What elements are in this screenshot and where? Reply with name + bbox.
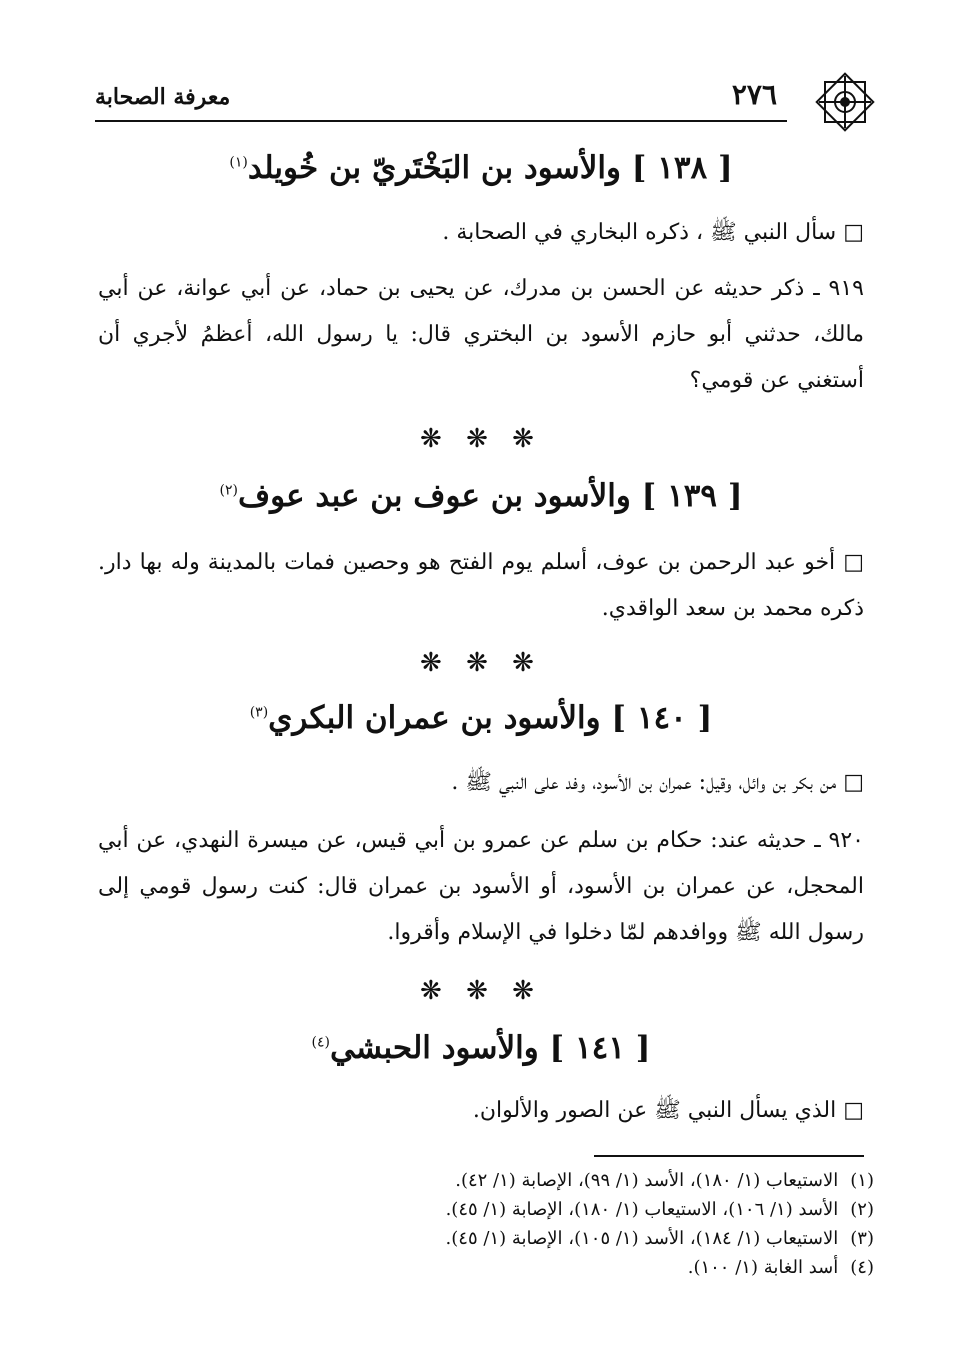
footnote-rule [594,1155,864,1157]
entry-140-summary: □ من بكر بن وائل، وقيل: عمران بن الأسود، وفد على النبي ﷺ . [451,770,864,795]
entry-141 [98,1030,864,1066]
entry-141-summary: □ الذي يسأل النبي ﷺ عن الصور والألوان. [472,1098,864,1123]
page-number: ٢٧٦ [731,78,777,111]
entry-139 [98,478,864,514]
entry-139-summary: □ أخو عبد الرحمن بن عوف، أسلم يوم الفتح هو وحصين فمات بالمدينة وله بها دار. ذكره محمد بن سعد الواقدي. [98,550,864,621]
footnote-ref: (٣) [249,704,269,721]
running-head: معرفة الصحابة [95,84,231,110]
footnote: (١)الاستيعاب (١/ ١٨٠)، الأسد (١/ ٩٩)، الإصابة (١/ ٤٢). [455,1170,874,1191]
footnote-ref: (١) [229,154,248,171]
footnote-ref: (٤) [311,1034,330,1051]
section-separator: ❋ ❋ ❋ [420,648,542,678]
footnote: (٤)أسد الغابة (١/ ١٠٠). [687,1257,874,1278]
footnote: (٣)الاستيعاب (١/ ١٨٤)، الأسد (١/ ١٠٥)، الإصابة (١/ ٤٥). [445,1228,874,1249]
hadith-920: ٩٢٠ ـ حديثه عند: حكام بن سلم عن عمرو بن أبي قيس، عن ميسرة النهدي، عن أبي المحجل، عن عمران بن الأسود، أو الأسود بن عمران قال: كنت رسول قومي إلى رسول الله ﷺ ووافدهم لمّا دخلوا في الإسلام وأقروا. [98,828,864,945]
entry-heading: [ ١٣٨ ] والأسود بن البَخْتَريّ بن خُويلد$^{(١)}$ [229,150,733,186]
entry-138-summary: □ سأل النبي ﷺ ، ذكره البخاري في الصحابة . [442,220,864,245]
footnote: (٢)الأسد (١/ ١٠٦)، الاستيعاب (١/ ١٨٠)، الإصابة (١/ ٤٥). [445,1199,874,1220]
hadith-919: ٩١٩ ـ ذكر حديثه عن الحسن بن مدرك، عن يحيى بن حماد، عن أبي عوانة، عن أبي مالك، حدثني أبو حازم الأسود بن البختري قال: يا رسول الله، أعظمُ لأجري أن أستغني عن قومي؟ [98,276,864,393]
footnote-ref: (٢) [219,482,238,499]
ornament-icon [813,70,877,134]
entry-heading: [ ١٤١ ] والأسود الحبشي$^{(٤)}$ [311,1030,651,1066]
entry-heading: [ ١٤٠ ] والأسود بن عمران البكري$^{(٣)}$ [249,700,713,736]
entry-138 [98,150,864,186]
header-rule [95,120,787,122]
entry-heading: [ ١٣٩ ] والأسود بن عوف بن عبد عوف$^{(٢)}$ [219,478,743,514]
entry-140 [98,700,864,736]
footnotes [98,1166,874,1282]
section-separator: ❋ ❋ ❋ [420,976,542,1006]
page-header [95,70,867,130]
section-separator: ❋ ❋ ❋ [420,424,542,454]
